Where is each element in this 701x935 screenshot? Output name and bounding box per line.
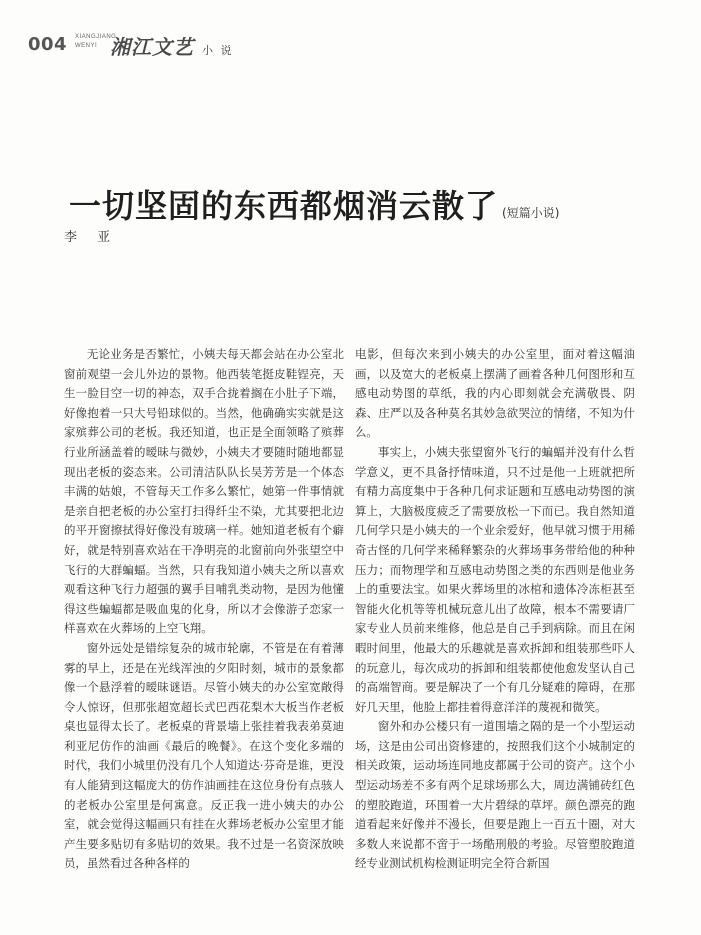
paragraph: 事实上，小姨夫张望窗外飞行的蝙蝠并没有什么哲学意义，更不具备抒情味道，只不过是他一上班就把所有精力高度集中于各种几何求证题和互感电动势图的演算上，大脑极度疲乏了需要放松一下而已。我自然知道几何学只是小姨夫的一个业余爱好，他早就习惯于用稀奇古怪的几何学来稀释繁杂的火葬场事务带给他的种种压力；而物理学和互感电动势图之类的东西则是他业务上的重要法宝。如果火葬场里的冰棺和遗体冷冻柜甚至智能火化机等等机械玩意儿出了故障，根本不需要请厂家专业人员前来维修，他总是自己手到病除。而且在闲暇时间里，他最大的乐趣就是喜欢拆卸和组装那些吓人的玩意儿，每次成功的拆卸和组装都使他愈发坚认自己的高端智商。要是解决了一个有几分疑难的障碍，在那好几天里，他脸上都挂着得意洋洋的蔑视和微笑。 bbox=[355, 444, 635, 714]
title-block bbox=[69, 181, 669, 227]
page-header bbox=[28, 30, 668, 58]
body-column-right bbox=[355, 345, 635, 874]
article-title: 一切坚固的东西都烟消云散了 bbox=[69, 187, 499, 225]
page-number: 004 bbox=[28, 34, 68, 55]
paragraph: 电影，但每次来到小姨夫的办公室里，面对着这幅油画，以及宽大的老板桌上摆满了画着各种几何图形和互感电动势图的草纸，我的内心即刻就会充满敬畏、阴森、庄严以及各种莫名其妙急欲哭泣的情绪，不知为什么。 bbox=[355, 347, 635, 440]
paragraph: 窗外和办公楼只有一道围墙之隔的是一个小型运动场，这是由公司出资修建的，按照我们这个小城制定的相关政策，运动场连同地皮都属于公司的资产。这个小型运动场差不多有两个足球场那么大，周边满铺砖红色的塑胶跑道，环围着一大片碧绿的草坪。颜色漂亮的跑道看起来好像并不漫长，但要是跑上一百五十圈，对大多数人来说都不啻于一场酷刑般的考验。尽管塑胶跑道经专业测试机构检测证明完全符合新国 bbox=[355, 719, 635, 871]
section-label: 小 说 bbox=[202, 44, 234, 57]
author-name: 李 亚 bbox=[64, 230, 119, 245]
magazine-logo: 湘江文艺 bbox=[110, 35, 194, 59]
paragraph: 无论业务是否繁忙，小姨夫每天都会站在办公室北窗前观望一会儿外边的景物。他西装笔挺皮鞋锃亮，天生一脸目空一切的神态，双手合拢着搁在小肚子下端，好像抱着一只大号铅球似的。当然，他确确实实就是这家殡葬公司的老板。我还知道，也正是全面领略了殡葬行业所涵盖着的暧昧与微妙，小姨夫才要随时随地都显现出老板的姿态来。公司清洁队队长吴芳芳是一个体态丰满的姑娘，不管每天工作多么繁忙，她第一件事情就是亲自把老板的办公室打扫得纤尘不染，尤其要把北边的平开窗擦拭得好像没有玻璃一样。她知道老板有个癖好，就是特别喜欢站在干净明亮的北窗前向外张望空中飞行的大群蝙蝠。当然，只有我知道小姨夫之所以喜欢观看这种飞行力超强的翼手目哺乳类动物，是因为他懂得这些蝙蝠都是吸血鬼的化身，所以才会像游子恋家一样喜欢在火葬场的上空飞翔。 bbox=[64, 347, 344, 636]
article-genre: (短篇小说) bbox=[502, 206, 560, 220]
magazine-name-english-line2: WENYI bbox=[75, 43, 98, 49]
paragraph: 窗外远处是错综复杂的城市轮廓，不管是在有着薄雾的早上，还是在光线浑浊的夕阳时刻，城市的景象都像一个悬浮着的暧昧谜语。尽管小姨夫的办公室宽敞得令人惊讶，但那张超宽超长式巴西花梨木大板当作老板桌也显得太长了。老板桌的背景墙上张挂着我表弟莫迪利亚尼仿作的油画《最后的晚餐》。在这个变化多端的时代，我们小城里仍没有几个人知道达·芬奇是谁，更没有人能猜到这幅庞大的仿作油画挂在这位身份有点骇人的老板办公室里是何寓意。反正我一进小姨夫的办公室，就会觉得这幅画只有挂在火葬场老板办公室里才能产生要多贴切有多贴切的效果。我不过是一名资深放映员，虽然看过各种各样的 bbox=[64, 640, 344, 871]
magazine-name-english-line1: XIANGJIANG bbox=[75, 34, 117, 40]
body-column-left bbox=[64, 345, 344, 874]
